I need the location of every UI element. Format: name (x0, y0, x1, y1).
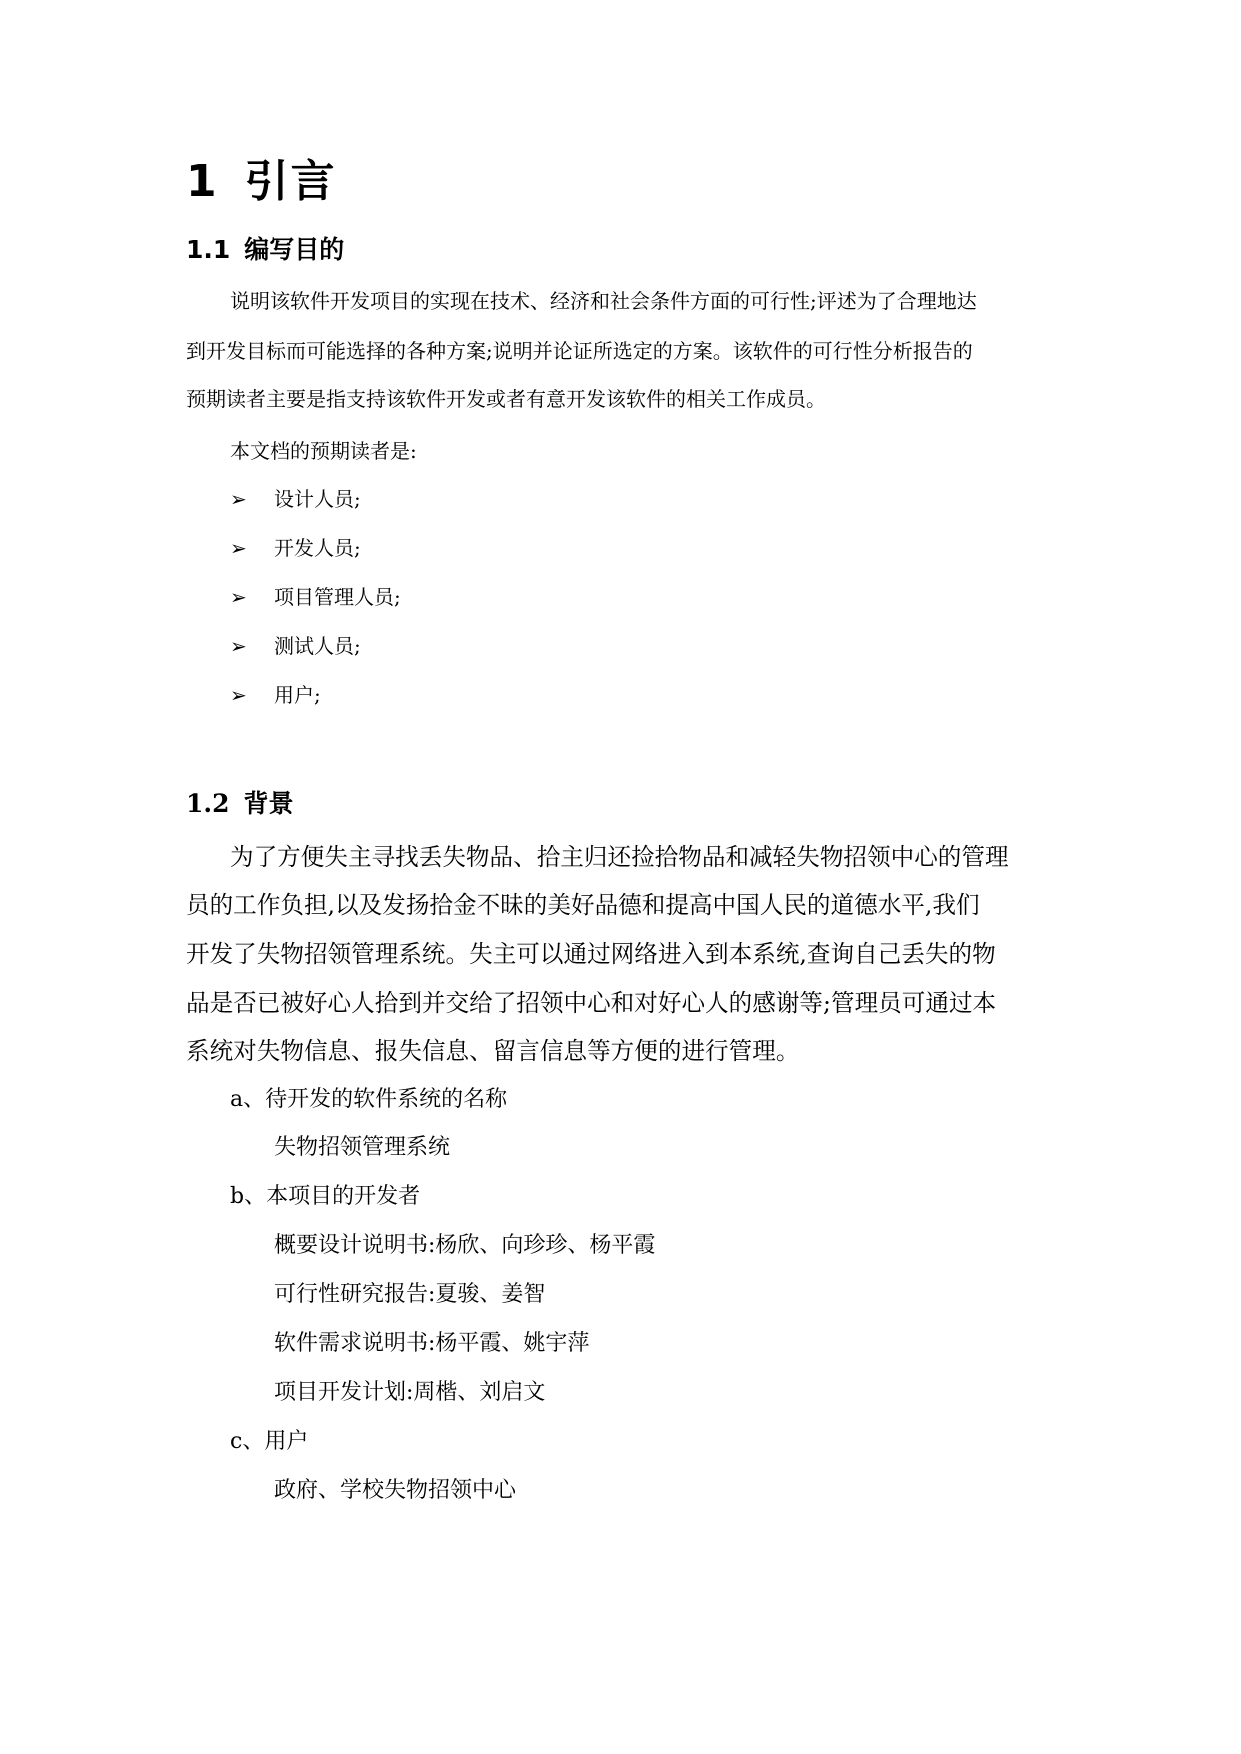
background-paragraph-line-3: 开发了失物招领管理系统。失主可以通过网络进入到本系统,查询自己丢失的物 (186, 940, 996, 968)
background-paragraph-line-4: 品是否已被好心人拾到并交给了招领中心和对好心人的感谢等;管理员可通过本 (186, 989, 997, 1017)
reader-list-item (230, 533, 630, 563)
section-1-2-title: 背景 (243, 789, 294, 818)
item-a-content: 失物招领管理系统 (274, 1135, 451, 1160)
item-c-label: c、用户 (230, 1429, 309, 1454)
reader-item-label: 测试人员; (274, 634, 361, 658)
item-b-content-line: 概要设计说明书:杨欣、向珍珍、杨平霞 (274, 1233, 656, 1258)
arrow-bullet-icon: ➢ (230, 536, 247, 560)
reader-list-item (230, 582, 630, 612)
arrow-bullet-icon: ➢ (230, 487, 247, 511)
section-1-title: 引言 (244, 156, 337, 207)
reader-item-label: 开发人员; (274, 536, 361, 560)
section-1-2-number: 1.2 (186, 789, 230, 818)
purpose-paragraph-line-3: 预期读者主要是指支持该软件开发或者有意开发该软件的相关工作成员。 (186, 387, 826, 411)
item-b-label: b、本项目的开发者 (230, 1184, 421, 1209)
arrow-bullet-icon: ➢ (230, 585, 247, 609)
purpose-paragraph-line-1: 说明该软件开发项目的实现在技术、经济和社会条件方面的可行性;评述为了合理地达 (230, 289, 977, 313)
arrow-bullet-icon: ➢ (230, 634, 247, 658)
reader-list-item (230, 680, 630, 710)
section-1-number: 1 (186, 156, 219, 207)
item-b-content-line: 项目开发计划:周楷、刘启文 (274, 1380, 546, 1405)
reader-item-label: 项目管理人员; (274, 585, 401, 609)
item-b-content-line: 软件需求说明书:杨平霞、姚宇萍 (274, 1331, 590, 1356)
readers-intro: 本文档的预期读者是: (230, 439, 417, 463)
reader-item-label: 设计人员; (274, 487, 361, 511)
item-c-content: 政府、学校失物招领中心 (274, 1478, 517, 1503)
purpose-paragraph-line-2: 到开发目标而可能选择的各种方案;说明并论证所选定的方案。该软件的可行性分析报告的 (186, 339, 973, 363)
item-b-content-line: 可行性研究报告:夏骏、姜智 (274, 1282, 546, 1307)
reader-item-label: 用户; (274, 683, 321, 707)
background-paragraph-line-5: 系统对失物信息、报失信息、留言信息等方便的进行管理。 (186, 1037, 800, 1065)
reader-list-item (230, 484, 630, 514)
background-paragraph-line-2: 员的工作负担,以及发扬拾金不昧的美好品德和提高中国人民的道德水平,我们 (186, 891, 980, 919)
item-a-label: a、待开发的软件系统的名称 (230, 1087, 508, 1112)
section-1-heading (186, 152, 337, 212)
section-1-1-title: 编写目的 (244, 235, 345, 264)
section-1-2-heading (186, 786, 294, 822)
section-1-1-heading (186, 232, 344, 268)
section-1-1-number: 1.1 (186, 235, 231, 264)
background-paragraph-line-1: 为了方便失主寻找丢失物品、拾主归还捡拾物品和减轻失物招领中心的管理 (230, 843, 1009, 871)
reader-list-item (230, 631, 630, 661)
arrow-bullet-icon: ➢ (230, 683, 247, 707)
